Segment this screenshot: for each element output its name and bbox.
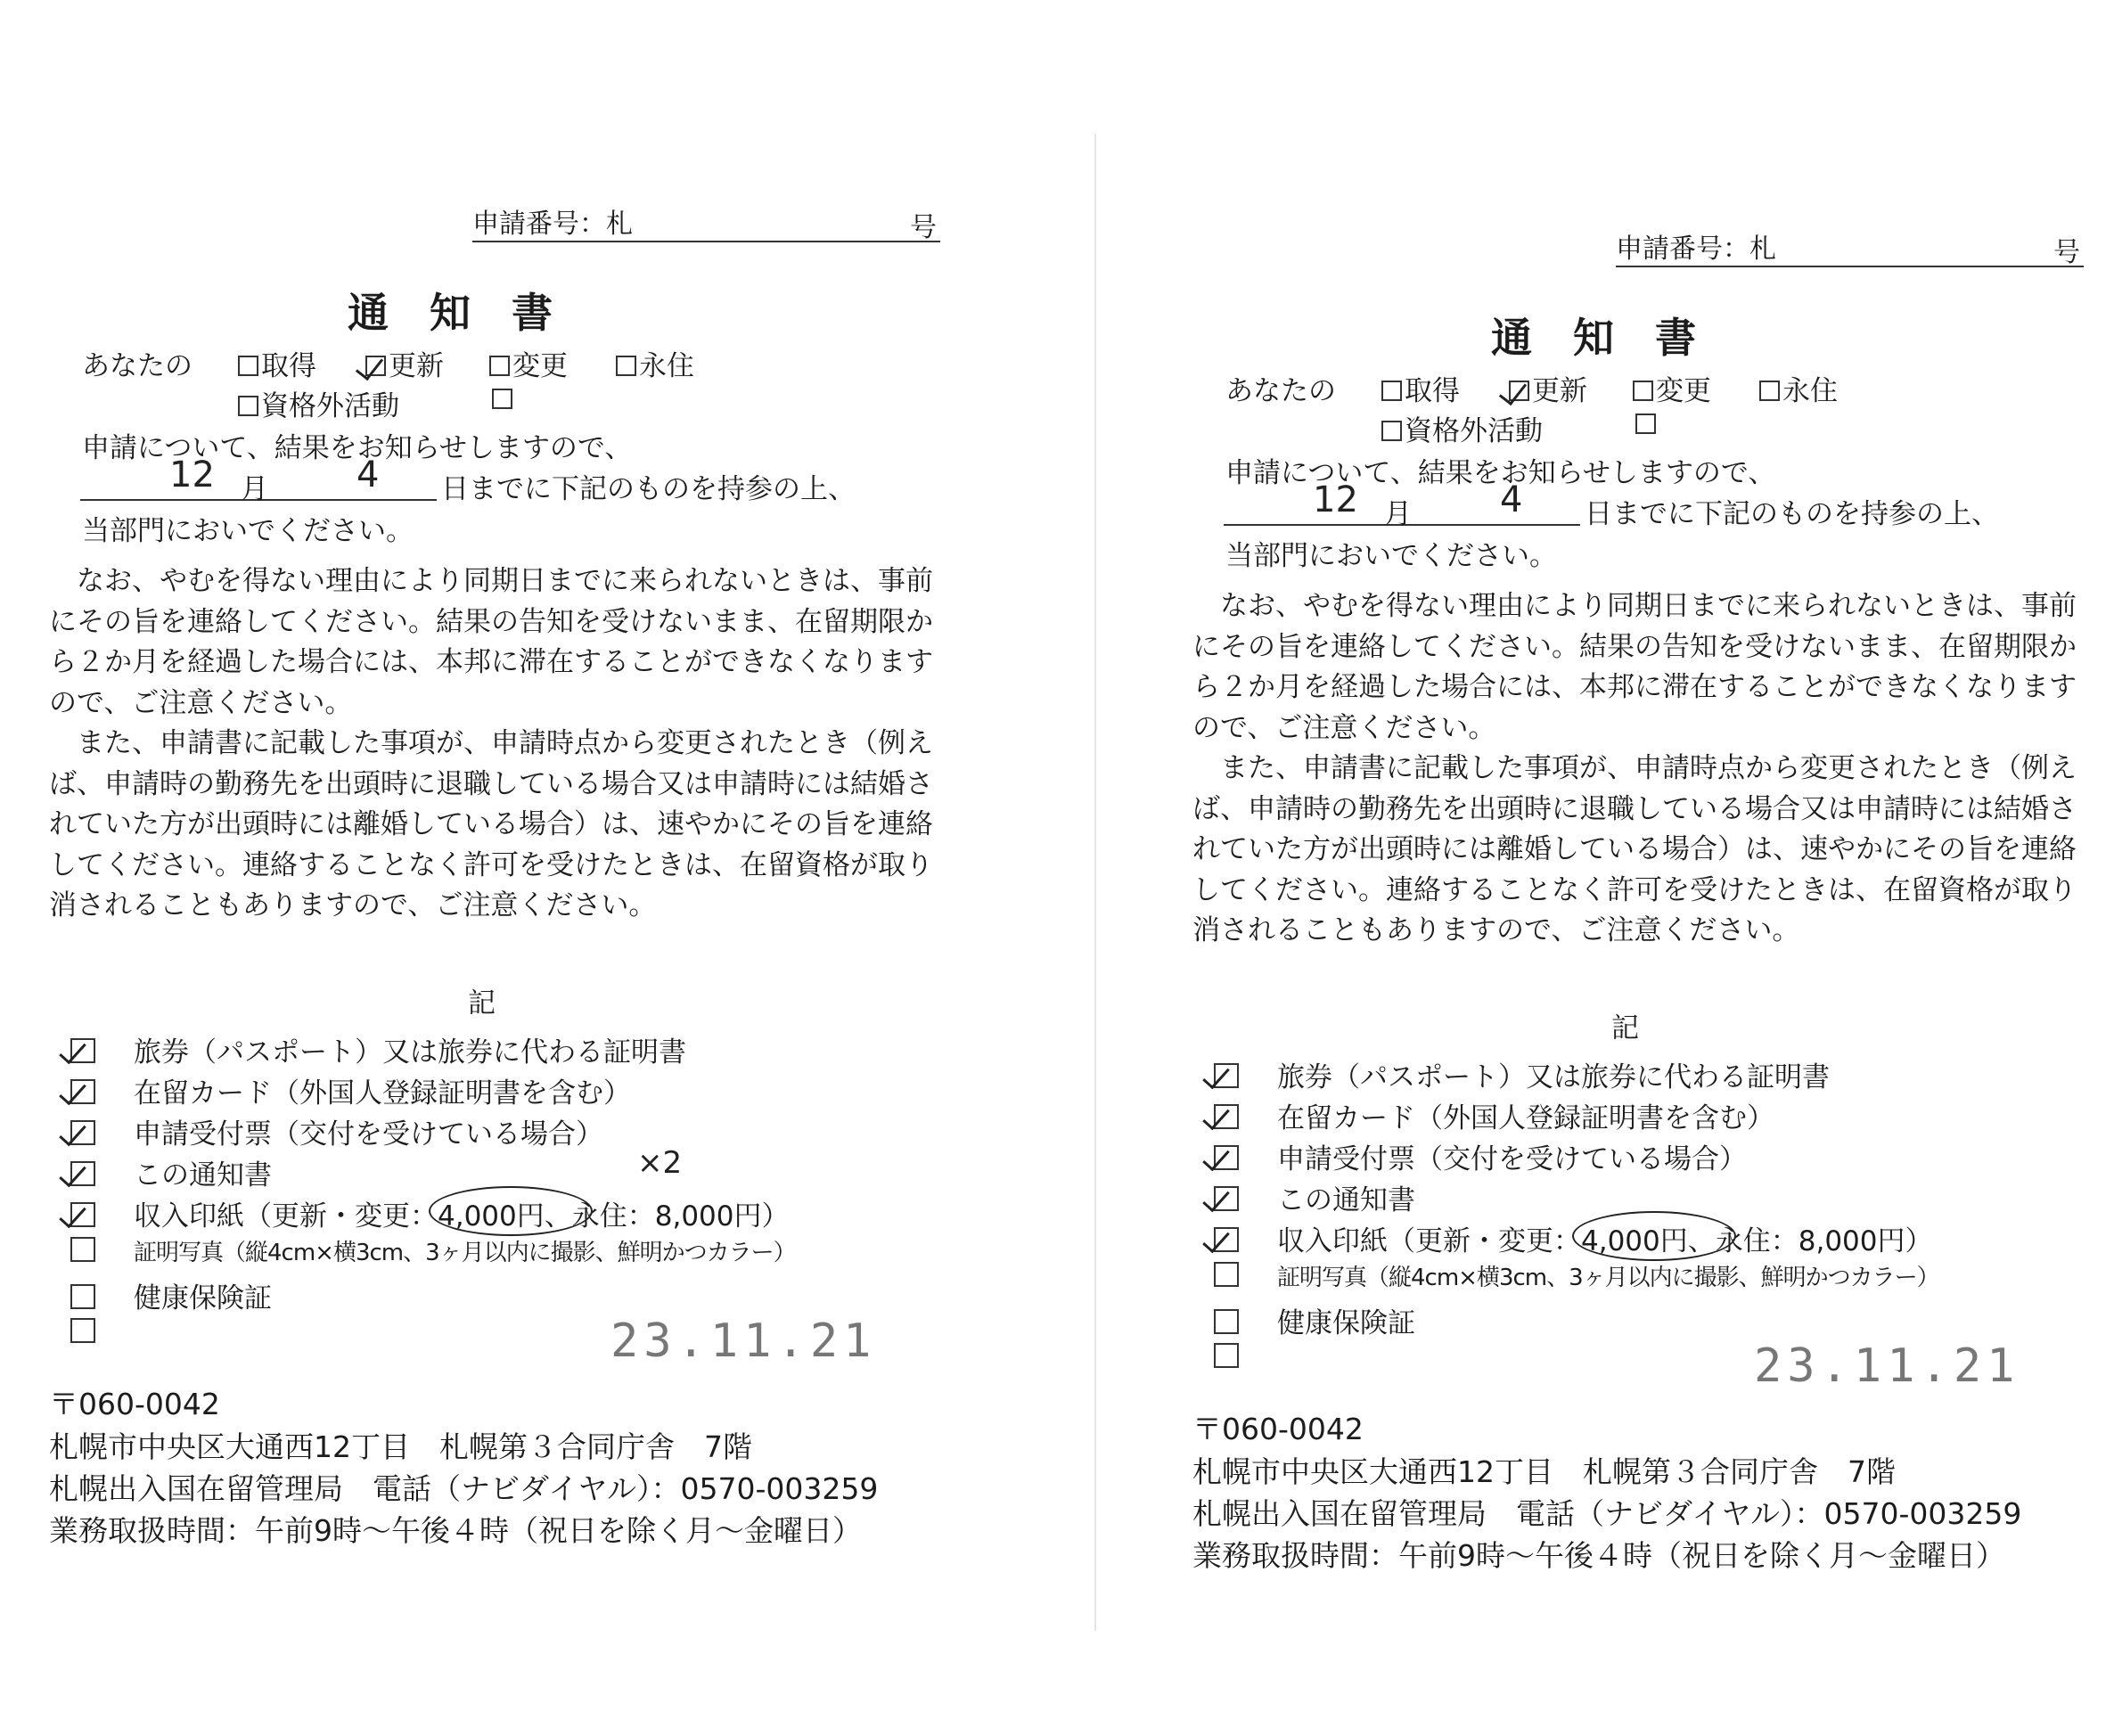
item-checkbox bbox=[1214, 1343, 1239, 1368]
item-checkbox bbox=[1214, 1309, 1239, 1334]
type-checkbox bbox=[616, 356, 636, 376]
page-divider bbox=[1094, 134, 1096, 1631]
office-phone: 札幌出入国在留管理局 電話（ナビダイヤル）：0570-003259 bbox=[1192, 1496, 2022, 1531]
type-option-blank bbox=[1635, 408, 1659, 440]
date-stamp: 23.11.21 bbox=[1754, 1339, 2020, 1393]
type-option-change: 変更 bbox=[489, 343, 568, 383]
list-item: 申請受付票（交付を受けている場合） bbox=[58, 1111, 796, 1152]
application-number-field bbox=[1616, 221, 2084, 267]
office-phone: 札幌出入国在留管理局 電話（ナビダイヤル）：0570-003259 bbox=[49, 1471, 879, 1506]
notice-paragraph-1: なお、やむを得ない理由により同期日までに来られないときは、事前にその旨を連絡してください。結果の告知を受けないまま、在留期限から２か月を経過した場合には、本邦に滞在することができなくなりますので、ご注意ください。 bbox=[49, 565, 933, 719]
fee-amount: 4,000円 bbox=[1581, 1218, 1688, 1258]
due-suffix: 日までに下記のものを持参の上、 bbox=[1585, 498, 1999, 530]
amount-circle-annotation bbox=[429, 1186, 593, 1236]
type-checkbox bbox=[1633, 381, 1653, 401]
postal-code: 〒060-0042 bbox=[1192, 1412, 1364, 1446]
type-option-outside-activity: 資格外活動 bbox=[1381, 408, 1543, 448]
document-title: 通知書 bbox=[1491, 314, 1737, 362]
due-month-handwritten: 12 bbox=[169, 454, 215, 495]
document-title: 通知書 bbox=[348, 289, 594, 337]
list-item: 収入印紙（更新・変更：4,000円 、永住：8,000円） bbox=[58, 1193, 796, 1234]
item-checkbox bbox=[70, 1202, 95, 1227]
handwritten-multiplier: ×2 bbox=[637, 1145, 683, 1181]
list-item: この通知書 bbox=[58, 1152, 796, 1193]
visit-line: 当部門においでください。 bbox=[82, 515, 414, 547]
apply-line: 申請について、結果をお知らせしますので、 bbox=[82, 432, 633, 464]
item-checkbox bbox=[1214, 1104, 1239, 1129]
notice-sheet-left bbox=[49, 196, 994, 1711]
notice-paragraph-2: また、申請書に記載した事項が、申請時点から変更されたとき（例えば、申請時の勤務先を出頭時に退職している場合又は申請時には結婚されていた方が出頭時には離婚している場合）は、速やかにその旨を連絡してください。連絡することなく許可を受けたときは、在留資格が取り消されることもありますので、ご注意ください。 bbox=[1192, 752, 2077, 946]
list-item: 申請受付票（交付を受けている場合） bbox=[1201, 1136, 1939, 1177]
type-option-outside-activity: 資格外活動 bbox=[238, 383, 399, 423]
required-items-list bbox=[58, 1029, 796, 1357]
item-checkbox bbox=[70, 1161, 95, 1186]
item-checkbox bbox=[1214, 1063, 1239, 1088]
application-number-field bbox=[472, 196, 940, 242]
type-checkbox bbox=[238, 396, 258, 416]
type-checkbox bbox=[1381, 421, 1402, 441]
item-checkbox bbox=[70, 1237, 95, 1262]
business-hours: 業務取扱時間：午前9時～午後４時（祝日を除く月～金曜日） bbox=[1192, 1538, 2005, 1573]
item-checkbox bbox=[1214, 1186, 1239, 1211]
required-items-list bbox=[1201, 1054, 1939, 1382]
list-item: この通知書 bbox=[1201, 1177, 1939, 1218]
item-checkbox bbox=[1214, 1262, 1239, 1287]
list-item: 旅券（パスポート）又は旅券に代わる証明書 bbox=[58, 1029, 796, 1070]
fee-amount: 4,000円 bbox=[438, 1193, 545, 1233]
list-item: 証明写真（縦4cm×横3cm、3ヶ月以内に撮影、鮮明かつカラー） bbox=[1201, 1259, 1939, 1300]
item-checkbox bbox=[70, 1120, 95, 1145]
amount-circle-annotation bbox=[1572, 1211, 1736, 1261]
application-number-label: 申請番号：札 bbox=[1616, 233, 1776, 265]
application-number-suffix: 号 bbox=[910, 212, 937, 243]
type-option-renewal: 更新 bbox=[1509, 368, 1587, 408]
list-item: 在留カード（外国人登録証明書を含む） bbox=[58, 1070, 796, 1111]
item-checkbox bbox=[70, 1318, 95, 1343]
list-item: 健康保険証 bbox=[1201, 1300, 1939, 1341]
list-item: 在留カード（外国人登録証明書を含む） bbox=[1201, 1095, 1939, 1136]
list-item: 旅券（パスポート）又は旅券に代わる証明書 bbox=[1201, 1054, 1939, 1095]
type-option-acquire: 取得 bbox=[238, 343, 316, 383]
intro-text: あなたの bbox=[82, 350, 193, 382]
due-month-unit: 月 bbox=[241, 473, 268, 505]
date-stamp: 23.11.21 bbox=[610, 1314, 877, 1368]
due-suffix: 日までに下記のものを持参の上、 bbox=[441, 473, 856, 505]
item-checkbox bbox=[70, 1038, 95, 1063]
notice-sheet-right bbox=[1192, 221, 2114, 1736]
postal-code: 〒060-0042 bbox=[49, 1387, 220, 1421]
list-item: 証明写真（縦4cm×横3cm、3ヶ月以内に撮影、鮮明かつカラー） bbox=[58, 1234, 796, 1275]
record-heading: 記 bbox=[1611, 1012, 1639, 1044]
item-checkbox bbox=[70, 1284, 95, 1309]
notice-paragraph-1: なお、やむを得ない理由により同期日までに来られないときは、事前にその旨を連絡してください。結果の告知を受けないまま、在留期限から２か月を経過した場合には、本邦に滞在することができなくなりますので、ご注意ください。 bbox=[1192, 590, 2077, 744]
type-option-blank bbox=[492, 383, 515, 415]
type-option-permanent: 永住 bbox=[616, 343, 694, 383]
type-checkbox bbox=[489, 356, 510, 376]
type-option-renewal: 更新 bbox=[365, 343, 444, 383]
due-month-handwritten: 12 bbox=[1313, 479, 1358, 520]
notice-paragraph-2: また、申請書に記載した事項が、申請時点から変更されたとき（例えば、申請時の勤務先を出頭時に退職している場合又は申請時には結婚されていた方が出頭時には離婚している場合）は、速やかにその旨を連絡してください。連絡することなく許可を受けたときは、在留資格が取り消されることもありますので、ご注意ください。 bbox=[49, 727, 933, 921]
office-address: 札幌市中央区大通西12丁目 札幌第３合同庁舎 7階 bbox=[49, 1429, 752, 1464]
office-address: 札幌市中央区大通西12丁目 札幌第３合同庁舎 7階 bbox=[1192, 1454, 1896, 1489]
type-option-change: 変更 bbox=[1633, 368, 1711, 408]
intro-text: あなたの bbox=[1225, 375, 1336, 407]
item-checkbox bbox=[1214, 1227, 1239, 1252]
type-checkbox bbox=[1635, 414, 1656, 434]
type-checkbox bbox=[1759, 381, 1780, 401]
type-option-acquire: 取得 bbox=[1381, 368, 1460, 408]
due-day-handwritten: 4 bbox=[356, 454, 380, 495]
type-checkbox bbox=[238, 356, 258, 376]
due-day-handwritten: 4 bbox=[1500, 479, 1523, 520]
visit-line: 当部門においでください。 bbox=[1225, 540, 1557, 572]
business-hours: 業務取扱時間：午前9時～午後４時（祝日を除く月～金曜日） bbox=[49, 1513, 862, 1548]
record-heading: 記 bbox=[468, 987, 496, 1019]
apply-line: 申請について、結果をお知らせしますので、 bbox=[1225, 457, 1776, 489]
item-checkbox bbox=[1214, 1145, 1239, 1170]
list-item: 収入印紙（更新・変更：4,000円 、永住：8,000円） bbox=[1201, 1218, 1939, 1259]
type-option-permanent: 永住 bbox=[1759, 368, 1838, 408]
item-checkbox bbox=[70, 1079, 95, 1104]
application-number-suffix: 号 bbox=[2053, 237, 2080, 268]
due-month-unit: 月 bbox=[1384, 498, 1412, 530]
type-checkbox bbox=[492, 389, 512, 409]
application-number-label: 申請番号：札 bbox=[472, 209, 633, 240]
type-checkbox bbox=[1381, 381, 1402, 401]
list-item: 健康保険証 bbox=[58, 1275, 796, 1316]
